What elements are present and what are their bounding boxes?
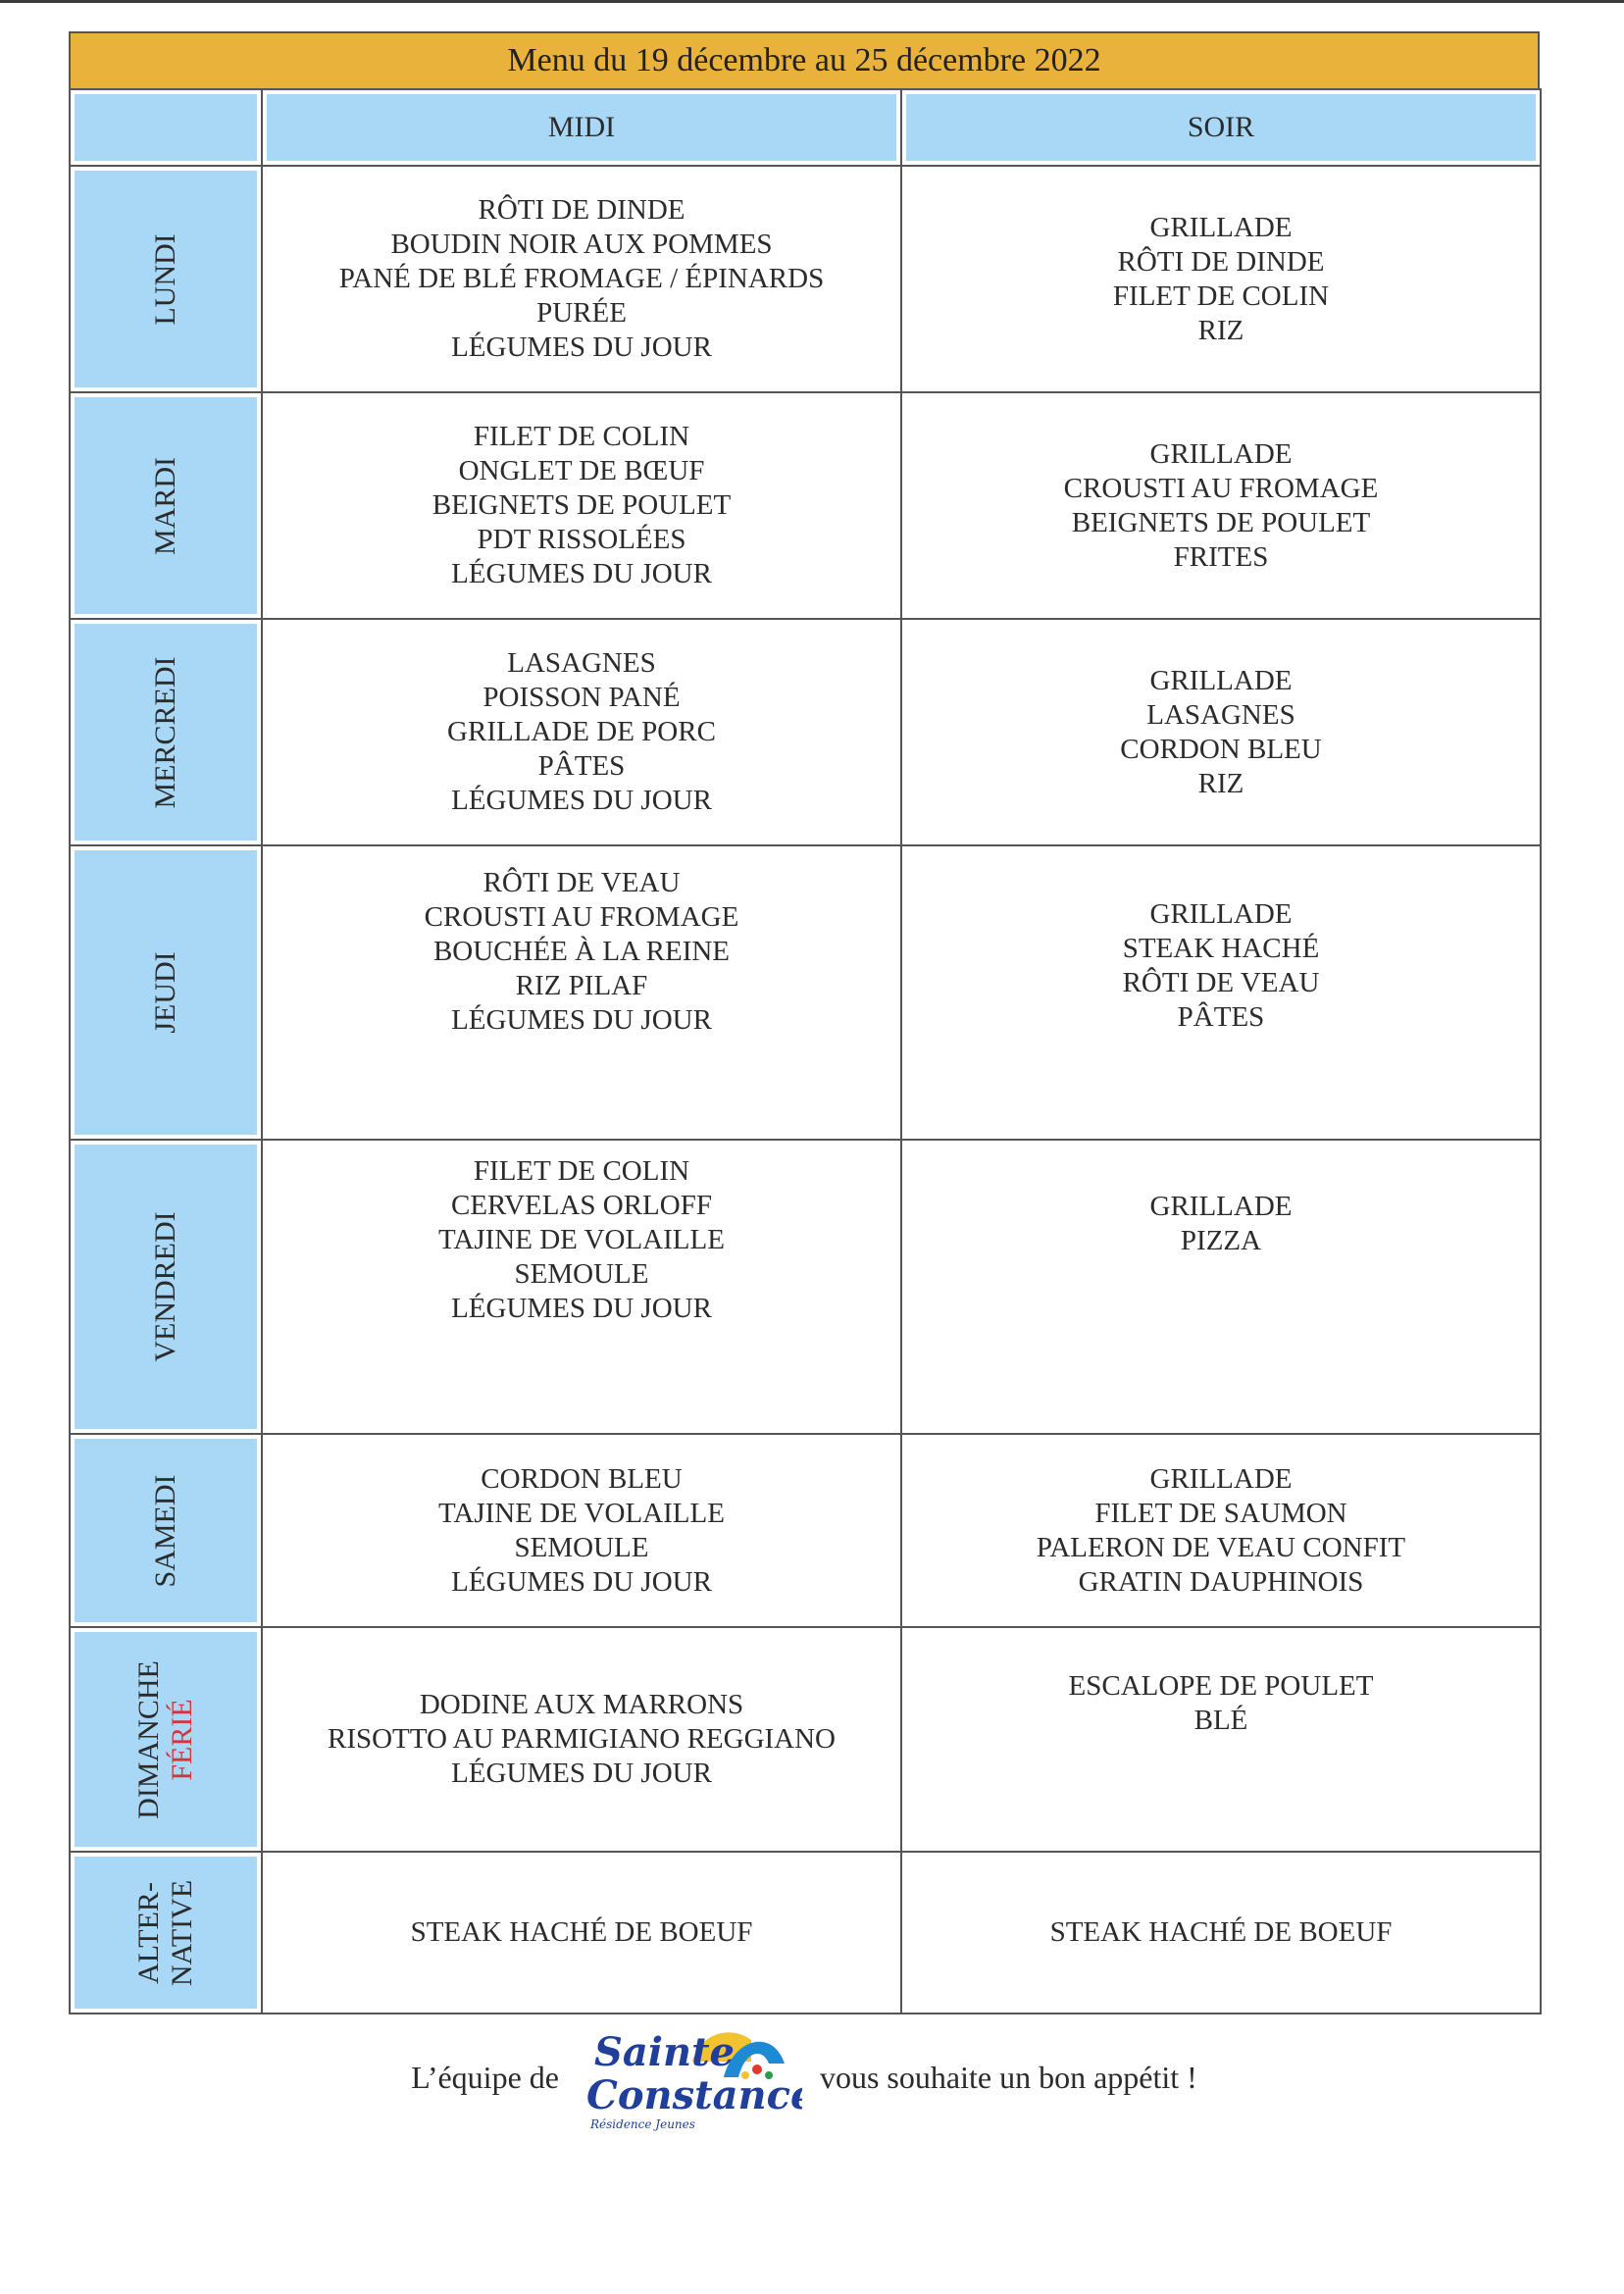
meal-item: DODINE AUX MARRONS: [419, 1689, 744, 1720]
day-label-cell: [70, 1140, 262, 1434]
meal-item: RIZ: [1197, 767, 1244, 799]
midi-cell: [262, 166, 901, 392]
column-header-soir: SOIR: [901, 89, 1541, 166]
day-row-jeudi: [70, 845, 1541, 1140]
footer-text-after: vous souhaite un bon appétit !: [819, 2059, 1197, 2095]
midi-cell: [262, 1852, 901, 2014]
meal-item: LASAGNES: [1146, 698, 1295, 731]
day-row-mercredi: [70, 619, 1541, 845]
meal-item: RÔTI DE VEAU: [1122, 967, 1320, 998]
meal-item: STEAK HACHÉ DE BOEUF: [1049, 1916, 1393, 1948]
column-header-midi: MIDI: [262, 89, 901, 166]
meal-item: BLÉ: [1193, 1705, 1248, 1736]
midi-cell: [262, 1434, 901, 1627]
meal-item: LÉGUMES DU JOUR: [451, 1004, 712, 1036]
corner-cell: [70, 89, 262, 166]
meal-item: ESCALOPE DE POULET: [1068, 1670, 1374, 1702]
holiday-badge: FÉRIÉ: [166, 1698, 198, 1781]
meal-item: LÉGUMES DU JOUR: [451, 558, 712, 589]
day-label-cell: [70, 1852, 262, 2014]
day-name: LUNDI: [149, 232, 181, 326]
meal-item: CORDON BLEU: [481, 1462, 683, 1495]
day-label-cell: [70, 392, 262, 619]
soir-cell: [901, 619, 1541, 845]
meal-item: TAJINE DE VOLAILLE: [438, 1224, 725, 1255]
day-name: ALTER-: [132, 1881, 165, 1984]
day-row-lundi: [70, 166, 1541, 392]
meal-item: BEIGNETS DE POULET: [1071, 506, 1371, 538]
soir-cell: [901, 392, 1541, 619]
midi-cell: [262, 1140, 901, 1434]
day-label-cell: [70, 845, 262, 1140]
day-name: MARDI: [149, 456, 181, 555]
midi-cell: [262, 392, 901, 619]
meal-item: RISOTTO AU PARMIGIANO REGGIANO: [327, 1723, 836, 1755]
meal-item: FILET DE COLIN: [1112, 280, 1330, 312]
meal-item: TAJINE DE VOLAILLE: [438, 1497, 725, 1529]
meal-item: FILET DE COLIN: [473, 1155, 690, 1187]
day-row-mardi: [70, 392, 1541, 619]
meal-item: GRILLADE: [1149, 1462, 1293, 1495]
midi-cell: [262, 619, 901, 845]
meal-item: PDT RISSOLÉES: [477, 524, 686, 555]
day-name: SAMEDI: [149, 1473, 181, 1588]
soir-cell: [901, 845, 1541, 1140]
midi-cell: [262, 1627, 901, 1852]
day-label-cell: [70, 1627, 262, 1852]
meal-item: CERVELAS ORLOFF: [451, 1190, 712, 1221]
logo-graphic: [577, 2018, 802, 2136]
logo-subtitle: Résidence Jeunes: [589, 2117, 695, 2131]
meal-item: LÉGUMES DU JOUR: [451, 1293, 712, 1324]
meal-item: FILET DE COLIN: [473, 421, 690, 452]
soir-cell: [901, 166, 1541, 392]
meal-item: GRILLADE: [1149, 664, 1293, 696]
meal-item: SEMOULE: [514, 1258, 649, 1290]
meal-item: RIZ: [1197, 314, 1244, 346]
midi-cell: [262, 845, 901, 1140]
meal-item: CROUSTI AU FROMAGE: [424, 901, 739, 933]
day-name: MERCREDI: [149, 655, 181, 809]
meal-item: BOUCHÉE À LA REINE: [432, 936, 731, 967]
meal-item: PANÉ DE BLÉ FROMAGE / ÉPINARDS: [338, 263, 825, 294]
soir-cell: [901, 1434, 1541, 1627]
meal-item: LÉGUMES DU JOUR: [451, 331, 712, 363]
meal-item: POISSON PANÉ: [482, 682, 681, 713]
soir-cell: [901, 1140, 1541, 1434]
weekly-menu: [69, 31, 1540, 2014]
meal-item: PÂTES: [1177, 1001, 1265, 1033]
meal-item: LÉGUMES DU JOUR: [451, 1565, 712, 1598]
meal-item: RÔTI DE DINDE: [478, 194, 685, 226]
meal-item: STEAK HACHÉ DE BOEUF: [410, 1916, 753, 1948]
soir-cell: [901, 1627, 1541, 1852]
page-top-rule: [0, 0, 1624, 3]
soir-cell: [901, 1852, 1541, 2014]
day-row-dimanche: [70, 1627, 1541, 1852]
meal-item: RÔTI DE VEAU: [482, 867, 681, 898]
day-name-part-2: NATIVE: [166, 1879, 198, 1986]
day-label-cell: [70, 619, 262, 845]
meal-item: STEAK HACHÉ: [1122, 933, 1320, 964]
menu-title: Menu du 19 décembre au 25 décembre 2022: [69, 31, 1540, 88]
meal-item: PURÉE: [536, 297, 627, 329]
meal-item: LÉGUMES DU JOUR: [451, 785, 712, 816]
footer-text-before: L’équipe de: [411, 2059, 559, 2095]
meal-item: ONGLET DE BŒUF: [458, 455, 705, 486]
meal-item: GRILLADE: [1149, 211, 1293, 243]
meal-item: GRILLADE: [1149, 1191, 1293, 1222]
meal-item: LASAGNES: [507, 647, 656, 679]
day-row-vendredi: [70, 1140, 1541, 1434]
meal-item: BOUDIN NOIR AUX POMMES: [390, 229, 773, 260]
logo-line-2: Constance: [585, 2072, 802, 2118]
day-label-cell: [70, 166, 262, 392]
day-name: VENDREDI: [149, 1211, 181, 1362]
day-name: JEUDI: [149, 951, 181, 1034]
sainte-constance-logo: [577, 2018, 802, 2136]
header-row: [70, 89, 1541, 166]
meal-item: PIZZA: [1180, 1225, 1262, 1256]
meal-item: PÂTES: [537, 750, 626, 782]
meal-item: LÉGUMES DU JOUR: [451, 1758, 712, 1789]
meal-item: GRILLADE: [1149, 898, 1293, 930]
footer: [69, 2018, 1540, 2136]
meal-item: SEMOULE: [514, 1531, 649, 1563]
logo-line-1: Sainte: [593, 2029, 735, 2075]
meal-item: GRATIN DAUPHINOIS: [1078, 1565, 1364, 1598]
meal-item: RIZ PILAF: [515, 970, 648, 1001]
day-label-cell: [70, 1434, 262, 1627]
meal-item: FRITES: [1173, 540, 1269, 573]
day-name: DIMANCHE: [132, 1659, 165, 1819]
day-row-samedi: [70, 1434, 1541, 1627]
meal-item: PALERON DE VEAU CONFIT: [1036, 1531, 1406, 1563]
meal-item: CROUSTI AU FROMAGE: [1063, 472, 1379, 504]
meal-item: BEIGNETS DE POULET: [431, 489, 732, 521]
meal-item: RÔTI DE DINDE: [1117, 245, 1325, 278]
menu-table: [69, 88, 1542, 2014]
meal-item: CORDON BLEU: [1120, 733, 1322, 765]
meal-item: GRILLADE: [1149, 437, 1293, 470]
meal-item: GRILLADE DE PORC: [447, 716, 716, 747]
day-row-alternative: [70, 1852, 1541, 2014]
meal-item: FILET DE SAUMON: [1094, 1497, 1347, 1529]
